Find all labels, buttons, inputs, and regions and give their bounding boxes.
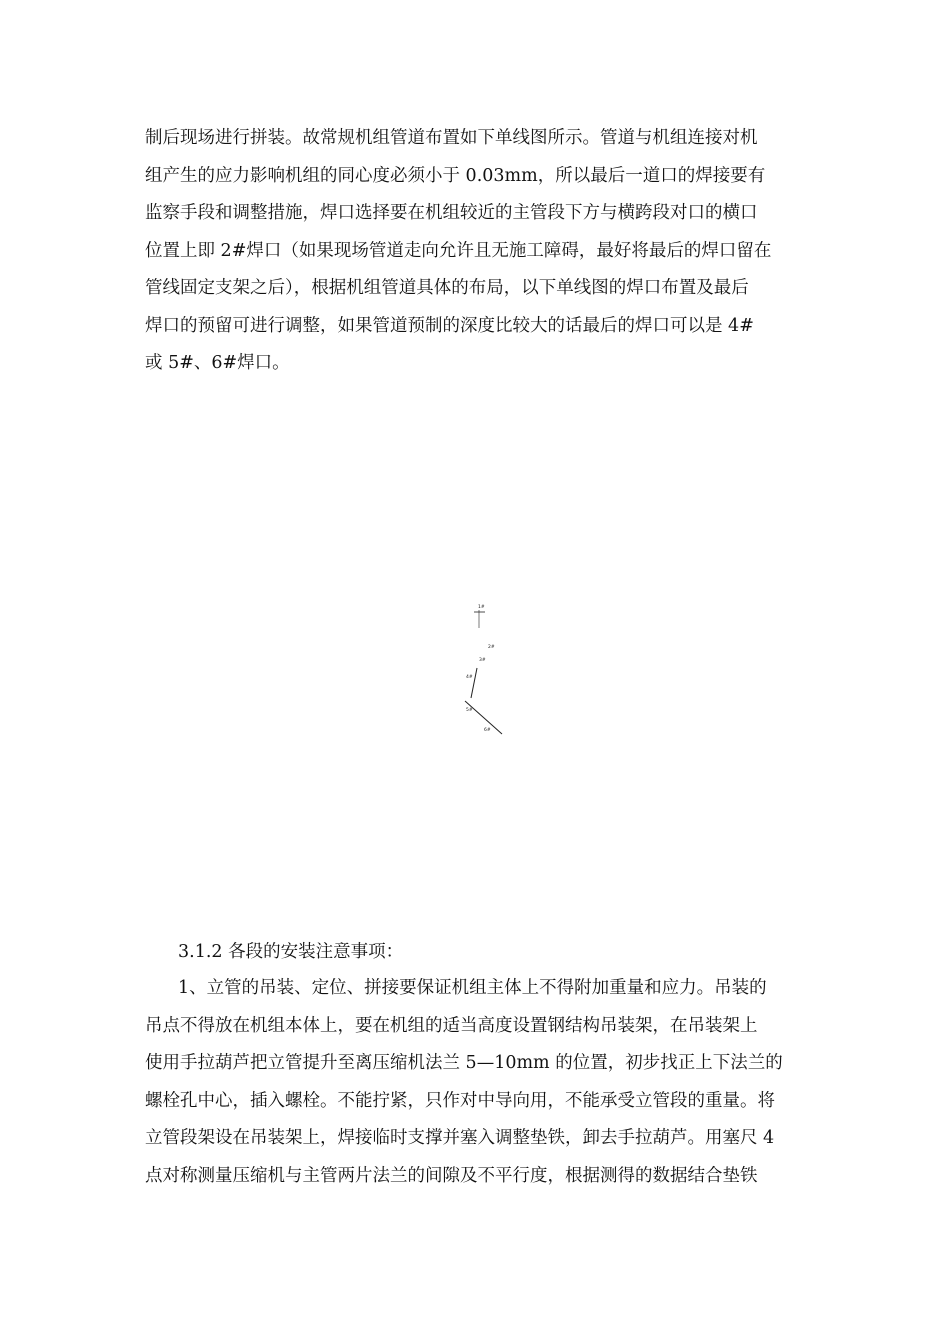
intro-paragraph — [145, 120, 805, 383]
text-line: 或 5#、6#焊口。 — [145, 353, 290, 373]
weld-label-3: 3# — [479, 658, 486, 663]
instructions-paragraph — [145, 970, 805, 1195]
section-heading: 3.1.2 各段的安装注意事项： — [178, 942, 404, 962]
weld-label-6: 6# — [484, 728, 491, 733]
weld-label-1: 1# — [478, 605, 485, 610]
text-line: 吊点不得放在机组本体上，要在机组的适当高度设置钢结构吊装架，在吊装架上 — [145, 1015, 758, 1036]
text-line: 立管段架设在吊装架上，焊接临时支撑并塞入调整垫铁，卸去手拉葫芦。用塞尺 4 — [145, 1128, 775, 1148]
text-line: 点对称测量压缩机与主管两片法兰的间隙及不平行度，根据测得的数据结合垫铁 — [145, 1165, 758, 1186]
weld-label-5: 5# — [466, 708, 473, 713]
weld-label-4: 4# — [466, 675, 473, 680]
text-line: 螺栓孔中心，插入螺栓。不能拧紧，只作对中导向用，不能承受立管段的重量。将 — [145, 1090, 775, 1111]
text-line: 1、立管的吊装、定位、拼接要保证机组主体上不得附加重量和应力。吊装的 — [178, 978, 767, 998]
text-line: 位置上即 2#焊口（如果现场管道走向允许且无施工障碍，最好将最后的焊口留在 — [145, 240, 772, 261]
text-line: 焊口的预留可进行调整，如果管道预制的深度比较大的话最后的焊口可以是 4# — [145, 315, 754, 336]
text-line: 监察手段和调整措施，焊口选择要在机组较近的主管段下方与横跨段对口的横口 — [145, 203, 758, 223]
text-line: 管线固定支架之后），根据机组管道具体的布局，以下单线图的焊口布置及最后 — [145, 278, 749, 298]
pipe-single-line-diagram — [455, 598, 515, 743]
text-line: 使用手拉葫芦把立管提升至离压缩机法兰 5—10mm 的位置，初步找正上下法兰的 — [145, 1053, 783, 1073]
pipe-segment-mid — [471, 668, 477, 698]
text-line: 组产生的应力影响机组的同心度必须小于 0.03mm，所以最后一道口的焊接要有 — [145, 165, 766, 186]
weld-label-2: 2# — [488, 645, 495, 650]
text-line: 制后现场进行拼装。故常规机组管道布置如下单线图所示。管道与机组连接对机 — [145, 128, 758, 148]
